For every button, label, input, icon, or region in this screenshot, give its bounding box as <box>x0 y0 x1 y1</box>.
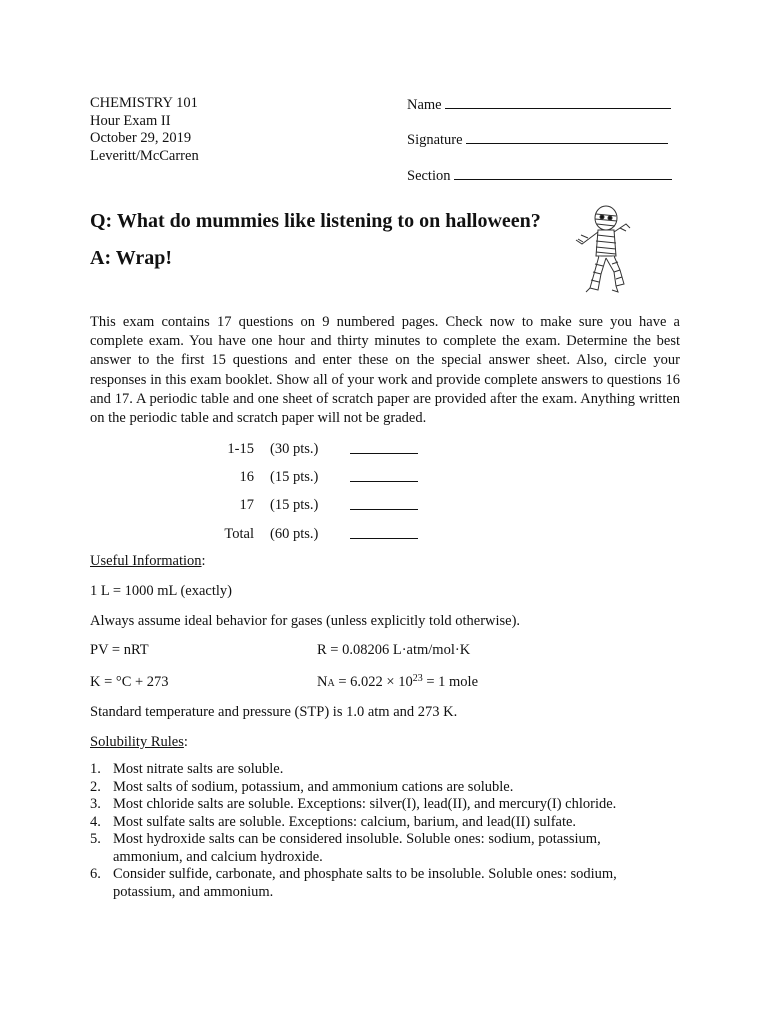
rule-number: 2. <box>90 778 101 795</box>
score-blank[interactable] <box>350 481 418 482</box>
score-blank[interactable] <box>350 509 418 510</box>
name-label: Name <box>407 97 442 113</box>
rule-text: Most sulfate salts are soluble. Exceptions: calcium, barium, and lead(II) sulfate. <box>113 813 577 830</box>
rule-text: Most nitrate salts are soluble. <box>113 761 284 777</box>
avogadro-value: = 6.022 × 10 <box>334 674 413 690</box>
signature-field[interactable] <box>407 129 668 149</box>
list-item <box>90 814 670 832</box>
exam-instructions: This exam contains 17 questions on 9 numbered pages. Check now to make sure you have a complete exam. You have one hour and thirty minutes to complete the exam. Determine the best answer to the first 15 questions and enter these on the special answer sheet. Also, circle your responses in this exam booklet. Show all of your work and provide complete answers to questions 16 and 17. A periodic table and one sheet of scratch paper are provided after the exam. Anything written on the periodic table and scratch paper will not be graded. <box>90 314 680 427</box>
heading-colon: : <box>183 734 188 750</box>
avogadro-subscript: A <box>327 678 335 689</box>
rule-text: Most hydroxide salts can be considered insoluble. Soluble ones: sodium, potassium, ammonium, and calcium hydroxide. <box>113 831 601 865</box>
rule-number: 1. <box>90 761 101 777</box>
rule-text: Consider sulfide, carbonate, and phosphate salts to be insoluble. Soluble ones: sodium, potassium, and ammonium. <box>113 866 617 900</box>
stp-note: Standard temperature and pressure (STP) is 1.0 atm and 273 K. <box>90 704 458 720</box>
score-label: Total <box>224 526 254 542</box>
kelvin-conversion: K = °C + 273 <box>90 674 169 690</box>
score-blank[interactable] <box>350 538 418 539</box>
signature-label: Signature <box>407 132 463 148</box>
useful-info-heading-text: Useful Information <box>90 553 202 569</box>
joke-question: Q: What do mummies like listening to on halloween? <box>90 210 541 232</box>
avogadro-symbol: N <box>317 674 328 690</box>
joke-answer: A: Wrap! <box>90 247 173 269</box>
rule-text: Most salts of sodium, potassium, and ammonium cations are soluble. <box>113 778 514 795</box>
score-blank[interactable] <box>350 453 418 454</box>
list-item <box>90 866 670 901</box>
section-line[interactable] <box>454 165 672 180</box>
instructors: Leveritt/McCarren <box>90 147 199 164</box>
ideal-gas-law: PV = nRT <box>90 642 149 658</box>
list-item <box>90 779 670 797</box>
avogadro-tail: = 1 mole <box>422 674 478 690</box>
score-row <box>190 496 450 516</box>
liter-conversion: 1 L = 1000 mL (exactly) <box>90 583 232 599</box>
gas-constant: R = 0.08206 L·atm/mol·K <box>317 642 471 658</box>
exam-date: October 29, 2019 <box>90 130 192 146</box>
ideal-gas-note: Always assume ideal behavior for gases (unless explicitly told otherwise). <box>90 613 521 629</box>
score-label: 16 <box>239 469 254 485</box>
list-item <box>90 796 670 814</box>
heading-colon: : <box>201 553 206 569</box>
list-item <box>90 761 670 779</box>
score-points: (60 pts.) <box>270 526 319 542</box>
score-points: (15 pts.) <box>270 497 319 513</box>
score-points: (30 pts.) <box>270 441 319 457</box>
solubility-rules-list <box>90 761 670 901</box>
mummy-icon <box>568 204 638 294</box>
rule-number: 5. <box>90 831 101 847</box>
rule-number: 6. <box>90 866 101 882</box>
rule-number: 3. <box>90 796 101 812</box>
list-item <box>90 831 670 866</box>
section-label: Section <box>407 168 451 184</box>
signature-line[interactable] <box>466 129 668 144</box>
course-title: CHEMISTRY 101 <box>90 95 198 111</box>
score-row-total <box>190 525 450 545</box>
rule-number: 4. <box>90 813 101 830</box>
score-row <box>190 440 450 460</box>
exam-title: Hour Exam II <box>90 112 171 129</box>
solubility-heading-text: Solubility Rules <box>90 734 184 750</box>
score-row <box>190 468 450 488</box>
useful-info-heading <box>90 552 206 570</box>
name-line[interactable] <box>445 94 671 109</box>
score-points: (15 pts.) <box>270 469 319 485</box>
mummy-illustration <box>568 204 638 294</box>
exam-header-info <box>90 94 199 164</box>
name-field[interactable] <box>407 94 671 114</box>
avogadro-number <box>317 673 478 693</box>
avogadro-exponent: 23 <box>412 673 423 684</box>
score-label: 17 <box>239 497 254 513</box>
score-label: 1-15 <box>227 441 254 457</box>
section-field[interactable] <box>407 165 672 185</box>
rule-text: Most chloride salts are soluble. Exceptions: silver(I), lead(II), and mercury(I) chloride. <box>113 796 617 812</box>
solubility-heading <box>90 733 188 751</box>
